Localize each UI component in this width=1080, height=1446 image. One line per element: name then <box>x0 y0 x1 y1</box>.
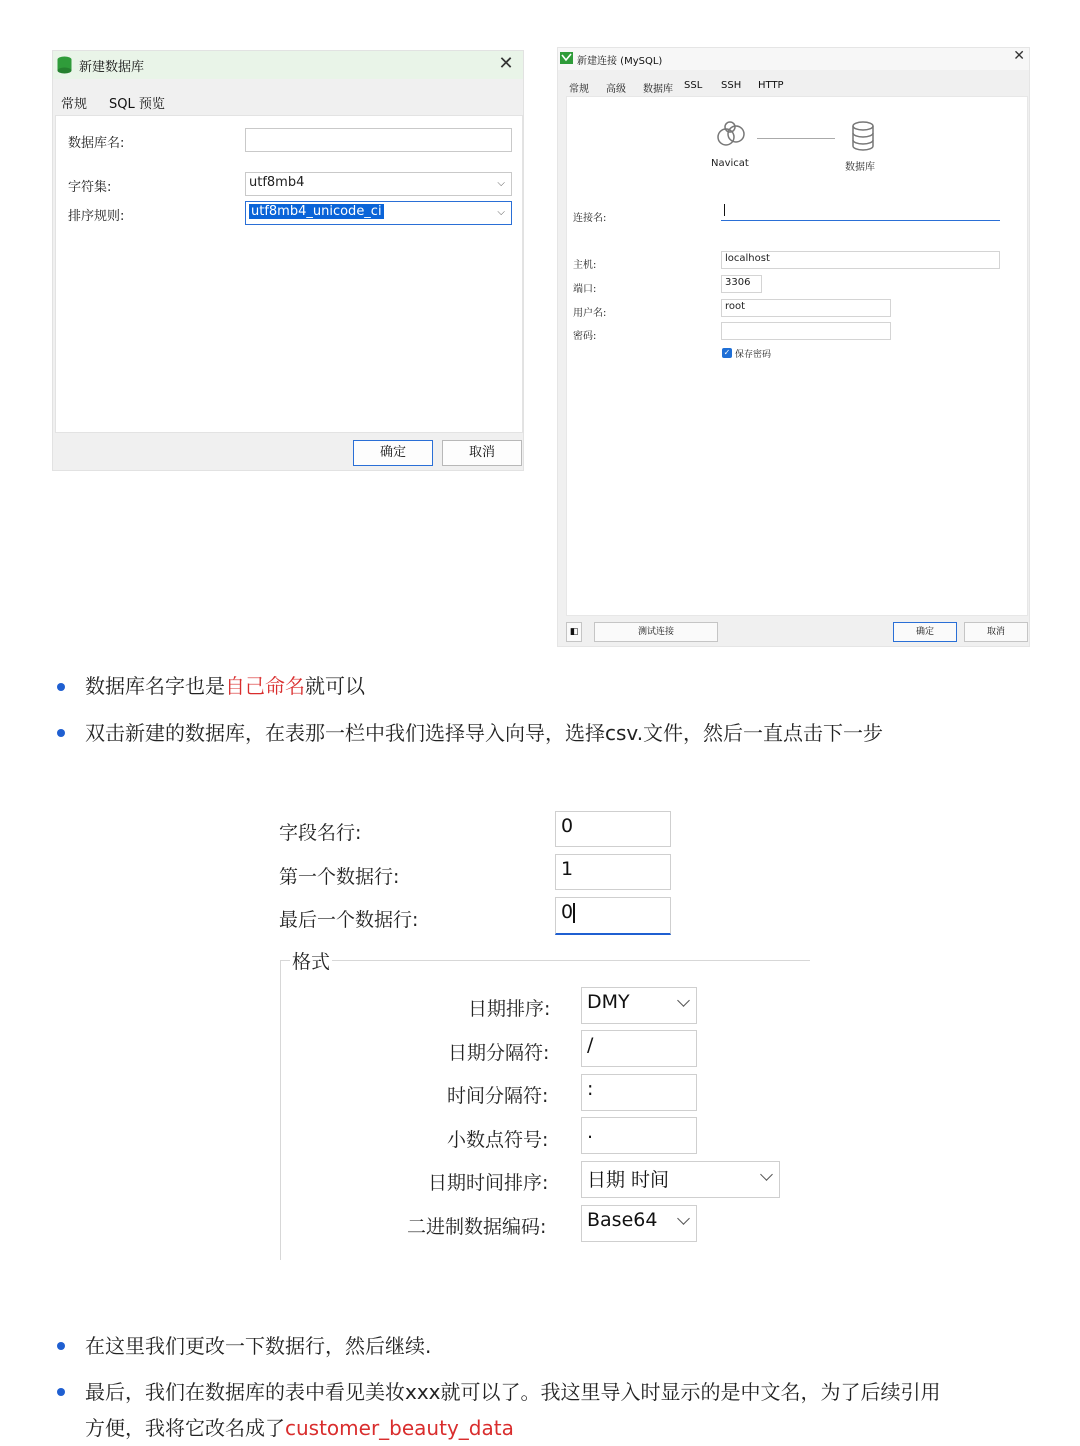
bullet-text-3: 在这里我们更改一下数据行，然后继续. <box>85 1334 432 1358</box>
tab-ssh[interactable]: SSH <box>721 80 742 91</box>
save-password-checkbox[interactable]: ✓ <box>723 348 731 357</box>
datetime-order-label: 日期时间排序: <box>428 1172 549 1194</box>
bullet-highlight: customer_beauty_data <box>285 1416 514 1440</box>
field-name-row-input[interactable]: 0 <box>555 811 671 847</box>
collation-select[interactable] <box>245 201 512 225</box>
cancel-button[interactable]: 取消 <box>964 622 1028 642</box>
close-icon[interactable]: ✕ <box>498 53 514 74</box>
tab-general[interactable]: 常规 <box>61 97 88 112</box>
decimal-symbol-label: 小数点符号: <box>447 1129 549 1151</box>
decimal-symbol-input[interactable]: . <box>581 1117 697 1154</box>
connection-line <box>757 138 835 139</box>
charset-value: utf8mb4 <box>249 175 305 190</box>
tab-sql-preview[interactable]: SQL 预览 <box>109 97 165 112</box>
binary-encoding-label: 二进制数据编码: <box>407 1216 547 1238</box>
bullet-dot <box>57 729 65 737</box>
tab-advanced[interactable]: 高级 <box>606 84 626 95</box>
database-icon <box>851 121 875 151</box>
chevron-down-icon <box>677 1212 690 1225</box>
username-label: 用户名: <box>573 308 607 319</box>
tab-ssl[interactable]: SSL <box>684 80 703 91</box>
charset-select[interactable] <box>245 172 512 196</box>
test-connection-button[interactable]: 测试连接 <box>594 622 718 642</box>
tab-http[interactable]: HTTP <box>758 80 784 91</box>
panel-toggle-icon[interactable]: ◧ <box>566 622 582 642</box>
date-separator-label: 日期分隔符: <box>448 1042 550 1064</box>
password-label: 密码: <box>573 331 597 342</box>
title-bar <box>53 51 523 79</box>
bullet-text-part: 就可以 <box>305 674 365 698</box>
collation-value: utf8mb4_unicode_ci <box>251 204 382 219</box>
bullet-text-1 <box>85 668 365 704</box>
bullet-dot <box>57 683 65 691</box>
datetime-order-value: 日期 时间 <box>587 1169 670 1191</box>
collation-label: 排序规则: <box>68 209 125 224</box>
bullet-highlight: 自己命名 <box>225 674 305 698</box>
chevron-down-icon <box>677 994 690 1007</box>
text-caret <box>724 204 725 216</box>
general-panel <box>566 96 1028 616</box>
username-input[interactable]: root <box>721 299 891 317</box>
dialog-title: 新建连接 (MySQL) <box>577 56 663 67</box>
tab-general[interactable]: 常规 <box>569 84 589 95</box>
general-panel <box>55 115 523 433</box>
chevron-down-icon: ⌵ <box>497 207 505 218</box>
last-data-row-label: 最后一个数据行: <box>279 909 419 931</box>
port-input[interactable]: 3306 <box>721 275 762 293</box>
navicat-logo-icon <box>715 119 747 151</box>
ok-button[interactable]: 确定 <box>893 622 957 642</box>
save-password-label: 保存密码 <box>735 350 772 360</box>
tab-database[interactable]: 数据库 <box>643 84 673 95</box>
port-label: 端口: <box>573 284 597 295</box>
navicat-icon <box>560 52 573 64</box>
first-data-row-label: 第一个数据行: <box>279 866 400 888</box>
text-caret <box>573 903 575 923</box>
db-name-input[interactable] <box>245 128 512 152</box>
date-order-select[interactable] <box>581 987 697 1024</box>
binary-encoding-value: Base64 <box>587 1209 658 1231</box>
title-bar <box>558 48 1029 70</box>
date-order-value: DMY <box>587 991 630 1013</box>
close-icon[interactable]: ✕ <box>1013 48 1025 64</box>
host-label: 主机: <box>573 260 597 271</box>
bullet-text-2: 双击新建的数据库，在表那一栏中我们选择导入向导，选择csv.文件，然后一直点击下一步 <box>85 721 884 745</box>
time-separator-label: 时间分隔符: <box>447 1085 549 1107</box>
password-input[interactable] <box>721 322 891 340</box>
date-order-label: 日期排序: <box>468 998 551 1020</box>
new-database-dialog <box>52 50 524 471</box>
database-label: 数据库 <box>845 162 875 173</box>
chevron-down-icon: ⌵ <box>497 178 505 189</box>
cancel-button[interactable]: 取消 <box>442 440 522 466</box>
date-separator-input[interactable]: / <box>581 1030 697 1067</box>
last-data-row-input[interactable] <box>555 897 671 935</box>
conn-name-input[interactable] <box>721 203 1000 221</box>
bullet-dot <box>57 1388 65 1396</box>
conn-name-label: 连接名: <box>573 213 607 224</box>
dialog-title: 新建数据库 <box>79 60 145 75</box>
format-legend: 格式 <box>290 947 332 974</box>
time-separator-input[interactable]: : <box>581 1074 697 1111</box>
ok-button[interactable]: 确定 <box>353 440 433 466</box>
bullet-dot <box>57 1342 65 1350</box>
bullet-text-4-line2 <box>85 1410 514 1446</box>
db-name-label: 数据库名: <box>68 136 125 151</box>
datetime-order-select[interactable] <box>581 1161 780 1198</box>
charset-label: 字符集: <box>68 180 112 195</box>
last-data-row-value: 0 <box>561 901 574 923</box>
database-icon <box>57 56 72 74</box>
first-data-row-input[interactable]: 1 <box>555 854 671 890</box>
host-input[interactable]: localhost <box>721 251 1000 269</box>
chevron-down-icon <box>760 1168 773 1181</box>
bullet-text-part: 方便，我将它改名成了 <box>85 1416 285 1440</box>
bullet-text-part: 数据库名字也是 <box>85 674 225 698</box>
binary-encoding-select[interactable] <box>581 1205 697 1242</box>
bullet-text-4-line1: 最后，我们在数据库的表中看见美妆xxx就可以了。我这里导入时显示的是中文名，为了后续引用 <box>85 1380 941 1404</box>
new-connection-dialog <box>557 47 1030 647</box>
field-name-row-label: 字段名行: <box>279 822 362 844</box>
navicat-label: Navicat <box>711 158 749 169</box>
